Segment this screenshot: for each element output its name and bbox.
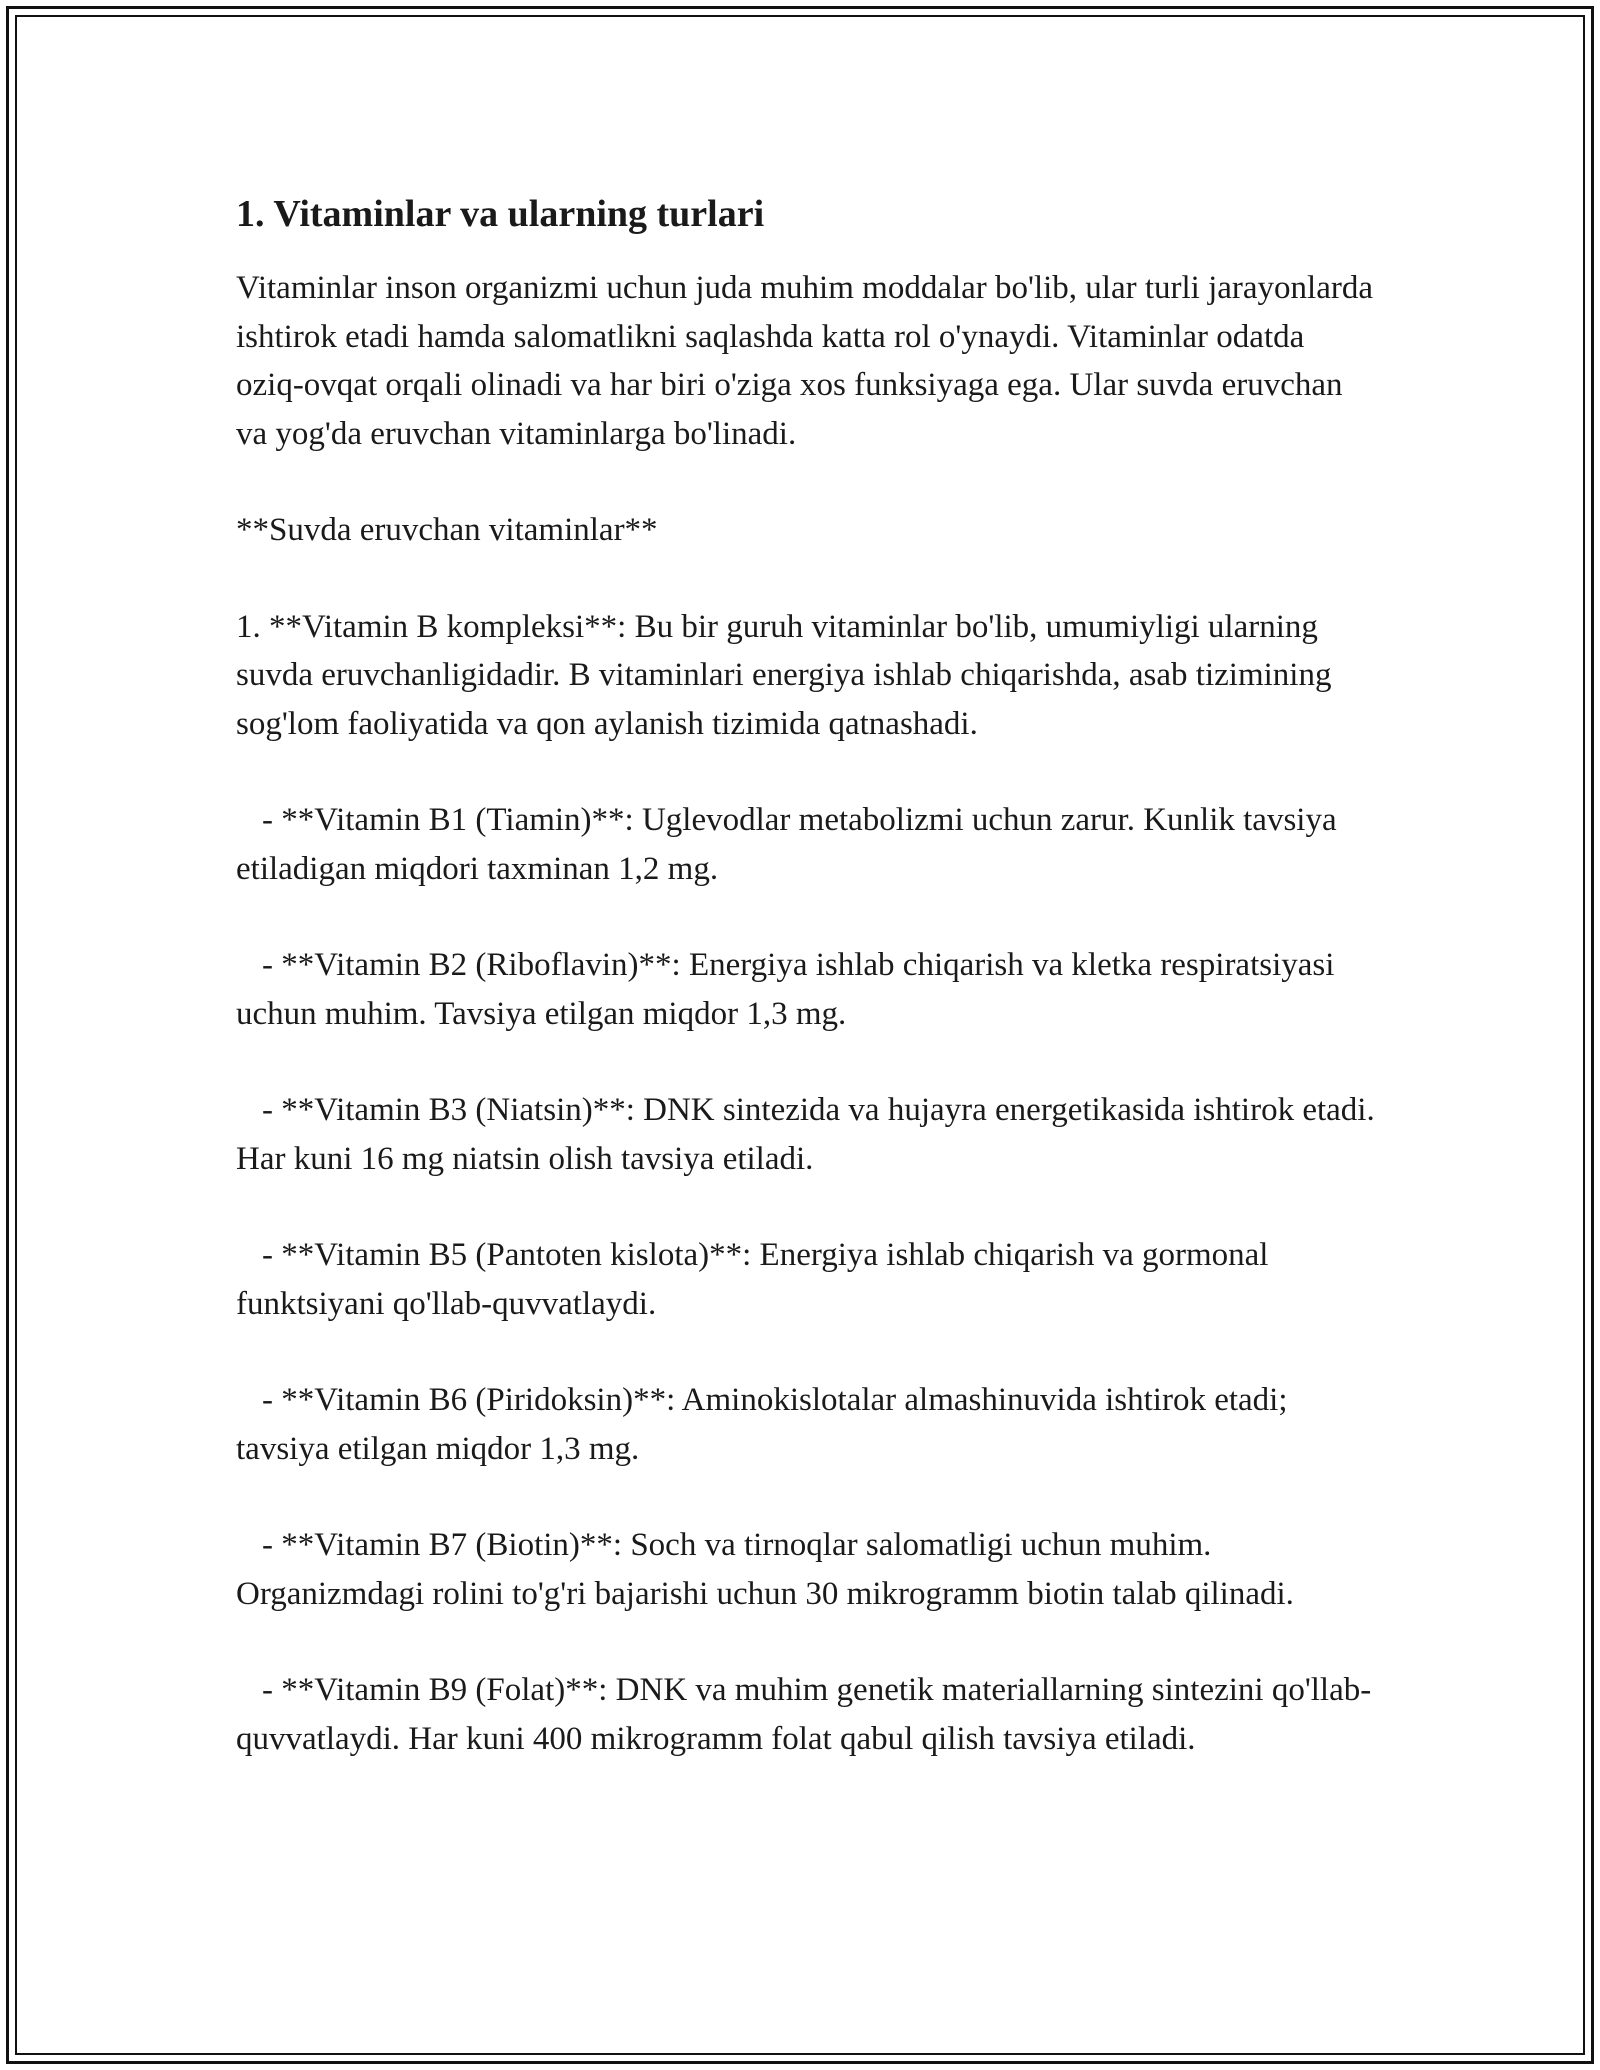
list-item-vitamin-b1: - **Vitamin B1 (Tiamin)**: Uglevodlar metabolizmi uchun zarur. Kunlik tavsiya etiladigan miqdori taxminan 1,2 mg.	[236, 802, 1345, 887]
intro-paragraph: Vitaminlar inson organizmi uchun juda muhim moddalar bo'lib, ular turli jarayonlarda ishtirok etadi hamda salomatlikni saqlashda katta rol o'ynaydi. Vitaminlar odatda oziq-ovqat orqali olinadi va har biri o'ziga xos funksiyaga ega. Ular suvda eruvchan va yog'da eruvchan vitaminlarga bo'linadi.	[236, 270, 1382, 452]
list-item-vitamin-b5: - **Vitamin B5 (Pantoten kislota)**: Energiya ishlab chiqarish va gormonal funktsiyani qo'llab-quvvatlaydi.	[236, 1237, 1277, 1322]
list-item-vitamin-b9: - **Vitamin B9 (Folat)**: DNK va muhim genetik materiallarning sintezini qo'llab-quvvatlaydi. Har kuni 400 mikrogramm folat qabul qilish tavsiya etiladi.	[236, 1672, 1372, 1757]
list-item-vitamin-b-complex: 1. **Vitamin B kompleksi**: Bu bir guruh vitaminlar bo'lib, umumiyligi ularning suvda eruvchanligidadir. B vitaminlari energiya ishlab chiqarishda, asab tizimining sog'lom faoliyatida va qon aylanish tizimida qatnashadi.	[236, 608, 1340, 742]
list-item-vitamin-b7: - **Vitamin B7 (Biotin)**: Soch va tirnoqlar salomatligi uchun muhim. Organizmdagi rolini to'g'ri bajarishi uchun 30 mikrogramm biotin talab qilinadi.	[236, 1527, 1294, 1612]
list-item-vitamin-b6: - **Vitamin B6 (Piridoksin)**: Aminokislotalar almashinuvida ishtirok etadi; tavsiya etilgan miqdor 1,3 mg.	[236, 1382, 1296, 1467]
document-body	[236, 186, 1383, 1811]
list-item-vitamin-b3: - **Vitamin B3 (Niatsin)**: DNK sintezida va hujayra energetikasida ishtirok etadi. Har kuni 16 mg niatsin olish tavsiya etiladi.	[236, 1092, 1383, 1177]
list-item-vitamin-b2: - **Vitamin B2 (Riboflavin)**: Energiya ishlab chiqarish va kletka respiratsiyasi uchun muhim. Tavsiya etilgan miqdor 1,3 mg.	[236, 947, 1343, 1032]
section-heading: 1. Vitaminlar va ularning turlari	[236, 193, 765, 235]
subsection-title: **Suvda eruvchan vitaminlar**	[236, 512, 658, 548]
